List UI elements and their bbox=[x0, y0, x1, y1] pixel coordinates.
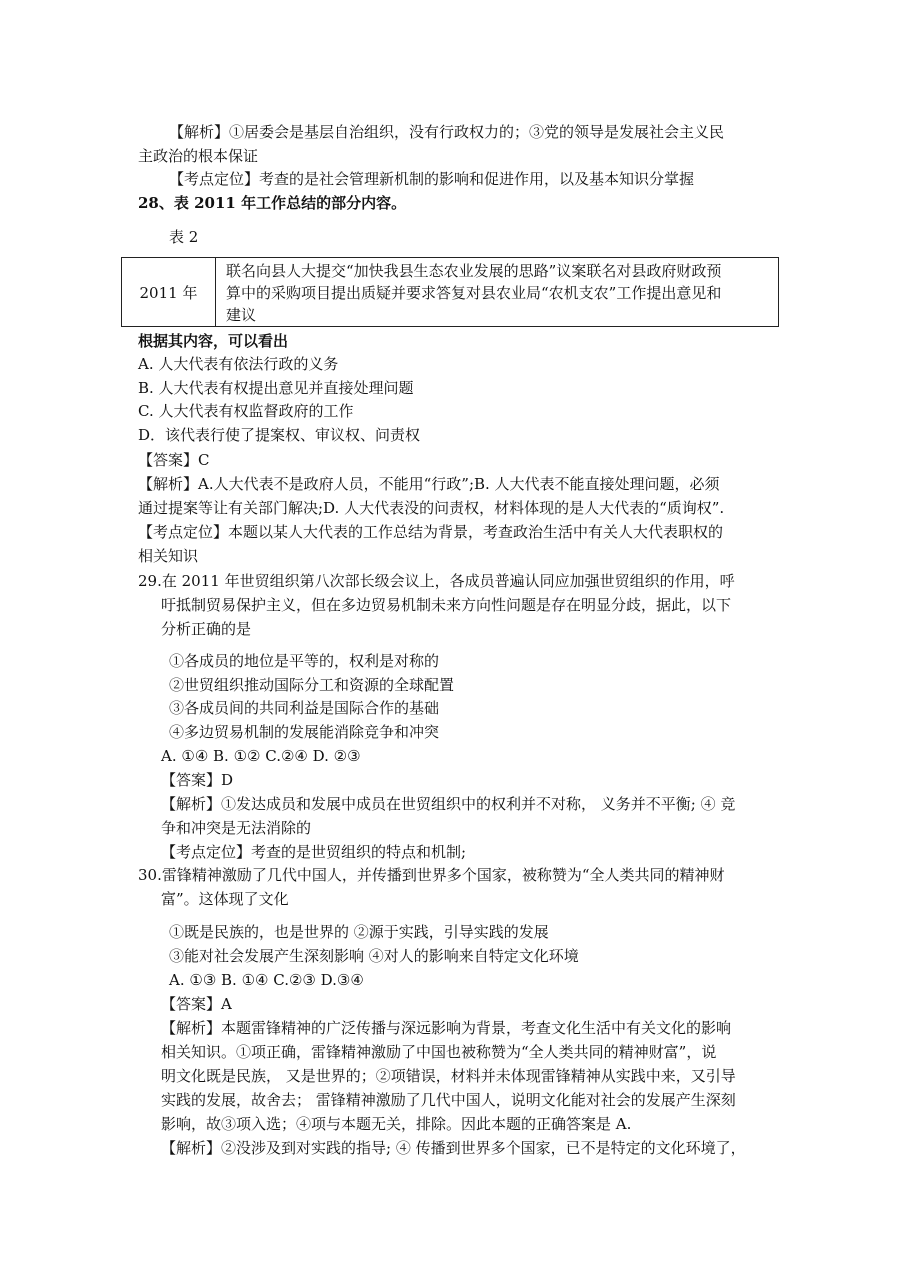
analysis-line: 【解析】②没涉及到对实践的指导; ④ 传播到世界多个国家，已不是特定的文化环境了， bbox=[161, 1139, 746, 1157]
statement-3: ③各成员间的共同利益是国际合作的基础 bbox=[169, 699, 440, 717]
option-b: B. 人大代表有权提出意见并直接处理问题 bbox=[138, 379, 414, 397]
analysis-line: 【解析】本题雷锋精神的广泛传播与深远影响为背景，考查文化生活中有关文化的影响 bbox=[161, 1019, 732, 1037]
analysis-line: 相关知识。①项正确，雷锋精神激励了中国也被称赞为“全人类共同的精神财富”，说 bbox=[161, 1043, 717, 1061]
analysis-line: 【解析】①居委会是基层自治组织，没有行政权力的；③党的领导是发展社会主义民 bbox=[169, 123, 725, 141]
key-point-line: 【考点定位】考查的是社会管理新机制的影响和促进作用，以及基本知识分掌握 bbox=[169, 170, 695, 188]
analysis-line: 明文化既是民族， 又是世界的；②项错误，材料并未体现雷锋精神从实践中来，又引导 bbox=[161, 1067, 736, 1085]
table-content-line: 联名向县人大提交“加快我县生态农业发展的思路”议案联名对县政府财政预 bbox=[226, 262, 722, 280]
analysis-line: 通过提案等让有关部门解决;D. 人大代表没的问责权，材料体现的是人大代表的“质询权”. bbox=[138, 499, 725, 517]
choices-line: A. ①④ B. ①② C.②④ D. ②③ bbox=[161, 747, 361, 765]
statement-4: ④多边贸易机制的发展能消除竞争和冲突 bbox=[169, 723, 440, 741]
key-point-line: 【考点定位】本题以某人大代表的工作总结为背景，考查政治生活中有关人大代表职权的 bbox=[138, 523, 724, 541]
table-content-line: 建议 bbox=[226, 306, 257, 324]
question-28-title: 28、表 2011 年工作总结的部分内容。 bbox=[138, 194, 407, 212]
option-d: D．该代表行使了提案权、审议权、问责权 bbox=[138, 426, 421, 444]
table-caption: 表 2 bbox=[169, 228, 199, 246]
answer-line: 【答案】A bbox=[161, 995, 232, 1013]
statement-2: ②世贸组织推动国际分工和资源的全球配置 bbox=[169, 676, 455, 694]
key-point-line: 相关知识 bbox=[138, 547, 199, 565]
work-summary-table bbox=[121, 257, 779, 327]
analysis-line: 【解析】①发达成员和发展中成员在世贸组织中的权利并不对称， 义务并不平衡; ④ 竞 bbox=[161, 795, 736, 813]
table-content-cell bbox=[216, 258, 778, 326]
table-content-line: 算中的采购项目提出质疑并要求答复对县农业局“农机支农”工作提出意见和 bbox=[226, 284, 722, 302]
statement-line: ①既是民族的，也是世界的 ②源于实践，引导实践的发展 bbox=[169, 923, 549, 941]
question-29-line: 29.在 2011 年世贸组织第八次部长级会议上，各成员普遍认同应加强世贸组织的作用，呼 bbox=[138, 572, 735, 590]
analysis-line: 实践的发展，故舍去； 雷锋精神激励了几代中国人，说明文化能对社会的发展产生深刻 bbox=[161, 1091, 736, 1109]
statement-line: ③能对社会发展产生深刻影响 ④对人的影响来自特定文化环境 bbox=[169, 947, 579, 965]
answer-line: 【答案】C bbox=[138, 451, 210, 469]
statement-1: ①各成员的地位是平等的，权利是对称的 bbox=[169, 652, 440, 670]
answer-line: 【答案】D bbox=[161, 771, 234, 789]
option-a: A. 人大代表有依法行政的义务 bbox=[138, 355, 339, 373]
choices-line: A. ①③ B. ①④ C.②③ D.③④ bbox=[169, 971, 364, 989]
question-29-line: 吁抵制贸易保护主义，但在多边贸易机制未来方向性问题是存在明显分歧，据此，以下 bbox=[161, 596, 732, 614]
analysis-line: 【解析】A.人大代表不是政府人员，不能用“行政”;B. 人大代表不能直接处理问题，必须 bbox=[138, 475, 720, 493]
analysis-line: 影响，故③项入选；④项与本题无关，排除。因此本题的正确答案是 A. bbox=[161, 1115, 632, 1133]
option-c: C. 人大代表有权监督政府的工作 bbox=[138, 402, 354, 420]
analysis-line: 争和冲突是无法消除的 bbox=[161, 819, 312, 837]
question-30-line: 富”。这体现了文化 bbox=[161, 890, 289, 908]
table-year-cell: 2011 年 bbox=[122, 258, 216, 326]
question-30-line: 30.雷锋精神激励了几代中国人，并传播到世界多个国家，被称赞为“全人类共同的精神财 bbox=[138, 866, 725, 884]
key-point-line: 【考点定位】考查的是世贸组织的特点和机制; bbox=[161, 843, 467, 861]
question-29-line: 分析正确的是 bbox=[161, 620, 252, 638]
analysis-line: 主政治的根本保证 bbox=[138, 147, 259, 165]
question-28-stem: 根据其内容，可以看出 bbox=[138, 332, 289, 350]
